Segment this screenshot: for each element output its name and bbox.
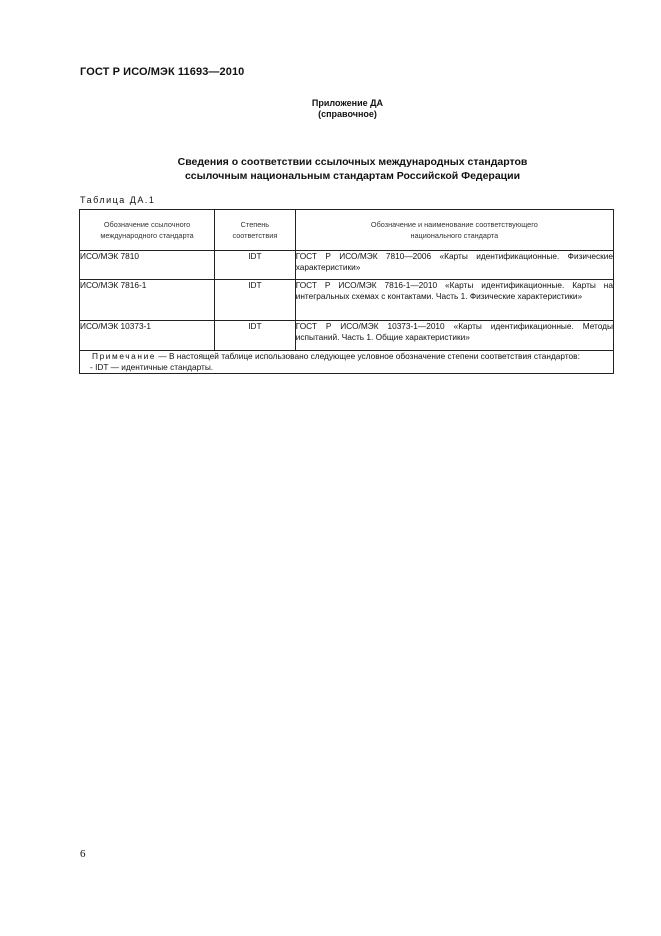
appendix-heading <box>0 98 661 120</box>
cell-intl-standard: ИСО/МЭК 7816-1 <box>80 280 215 321</box>
header-intl-line-2: международного стандарта <box>100 231 194 240</box>
cell-intl-standard: ИСО/МЭК 7810 <box>80 251 215 280</box>
table-row <box>80 251 614 280</box>
table-note-row <box>80 351 614 374</box>
cell-degree: IDT <box>215 321 296 351</box>
cell-degree: IDT <box>215 251 296 280</box>
appendix-subtitle: (справочное) <box>318 109 377 119</box>
cell-national-standard: ГОСТ Р ИСО/МЭК 7810—2006 «Карты идентификационные. Физические характеристики» <box>295 251 613 280</box>
header-degree-line-2: соответствия <box>232 231 278 240</box>
table-row <box>80 280 614 321</box>
note-item: - IDT — идентичные стандарты. <box>90 362 214 372</box>
header-intl-line-1: Обозначение ссылочного <box>103 220 191 229</box>
correspondence-table <box>79 209 614 374</box>
table-caption: Таблица ДА.1 <box>80 195 156 205</box>
document-id: ГОСТ Р ИСО/МЭК 11693—2010 <box>80 66 245 78</box>
cell-intl-standard: ИСО/МЭК 10373-1 <box>80 321 215 351</box>
header-national-line-1: Обозначение и наименование соответствующего <box>370 220 538 229</box>
page-number: 6 <box>80 848 86 860</box>
appendix-title: Приложение ДА <box>311 98 384 108</box>
cell-degree: IDT <box>215 280 296 321</box>
header-national-standard <box>295 210 613 251</box>
header-national-line-2: национального стандарта <box>410 231 499 240</box>
note-text <box>80 351 613 362</box>
header-degree-line-1: Степень <box>240 220 270 229</box>
section-title-line-2: ссылочным национальным стандартам Российской Федерации <box>184 170 521 182</box>
cell-national-standard: ГОСТ Р ИСО/МЭК 7816-1—2010 «Карты идентификационные. Карты на интегральных схемах с контактами. Часть 1. Физические характеристики» <box>295 280 613 321</box>
section-title-line-1: Сведения о соответствии ссылочных международных стандартов <box>177 156 528 168</box>
table-note <box>80 351 614 374</box>
cell-national-standard: ГОСТ Р ИСО/МЭК 10373-1—2010 «Карты идентификационные. Методы испытаний. Часть 1. Общие характеристики» <box>295 321 613 351</box>
note-label: Примечание <box>92 351 157 361</box>
note-body: — В настоящей таблице использовано следующее условное обозначение степени соответствия стандартов: <box>156 351 580 361</box>
header-intl-standard <box>80 210 215 251</box>
table-header-row <box>80 210 614 251</box>
header-degree <box>215 210 296 251</box>
table-row <box>80 321 614 351</box>
section-title <box>100 155 605 183</box>
